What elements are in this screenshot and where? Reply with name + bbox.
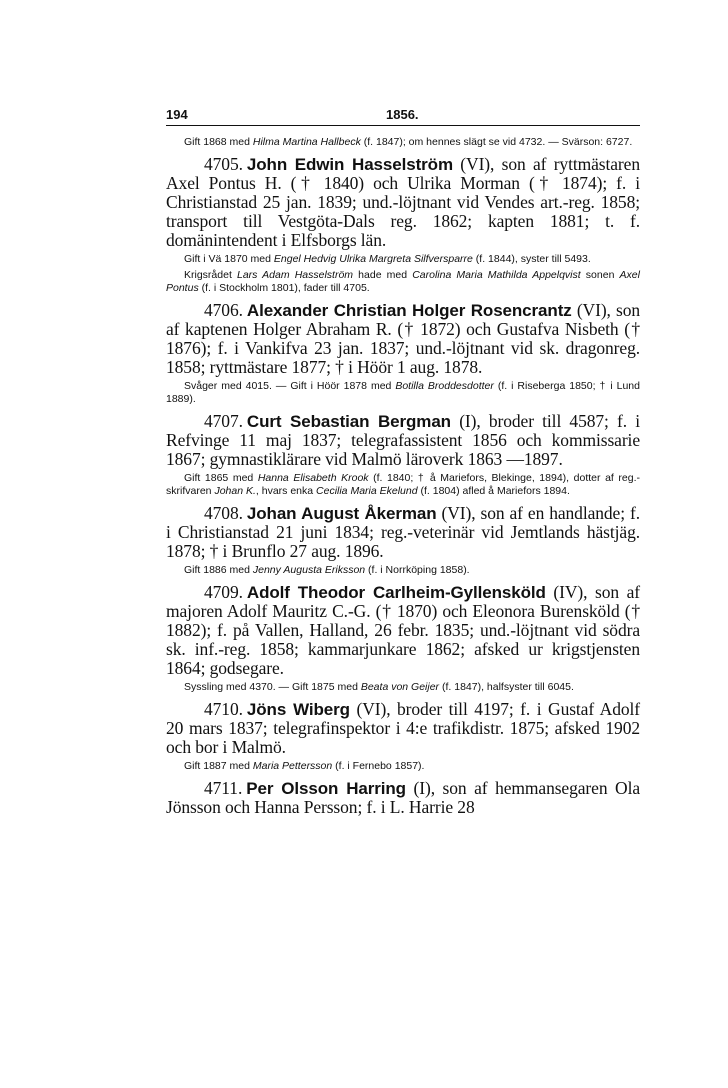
page-number: 194 — [166, 107, 188, 122]
entry-4705-note-1: Gift i Vä 1870 med Engel Hedvig Ulrika Margreta Silfversparre (f. 1844), syster till 5493. — [184, 253, 591, 265]
entry-4705: 4705. John Edwin Hasselström (VI), son af ryttmästaren Axel Pontus H. († 1840) och Ulrika Morman († 1874); f. i Christianstad 25 jan. 1839; und.-löjtnant vid Vendes art.-reg. 1858; transport till Vestgöta-Dals reg. 1862; kapten 1881; t. f. domänintendent i Elfsborgs län. — [166, 154, 640, 250]
entry-4709: 4709. Adolf Theodor Carlheim-Gyllensköld (IV), son af majoren Adolf Mauritz C.-G. († 1870) och Eleonora Burensköld († 1882); f. på Vallen, Halland, 26 febr. 1835; und.-löjtnant vid södra sk. inf.-reg. 1858; kammarjunkare 1862; afsked ur krigstjensten 1864; godsegare. — [166, 582, 640, 678]
entry-4707: 4707. Curt Sebastian Bergman (I), broder till 4587; f. i Refvinge 11 maj 1837; telegrafassistent 1856 och kommissarie 1867; gymnastiklärare vid Malmö läroverk 1863 —1897. — [166, 411, 640, 469]
entry-4709-note-1: Syssling med 4370. — Gift 1875 med Beata von Geijer (f. 1847), halfsyster till 6045. — [184, 681, 574, 693]
intro-note: Gift 1868 med Hilma Martina Hallbeck (f. 1847); om hennes slägt se vid 4732. — Svärson: 6727. — [184, 136, 633, 148]
entry-4706-note-1: Svåger med 4015. — Gift i Höör 1878 med Botilla Broddesdotter (f. i Riseberga 1850; † i Lund 1889). — [166, 380, 640, 405]
page-year-heading: 1856. — [386, 107, 419, 122]
header-rule — [166, 125, 640, 126]
entry-4706: 4706. Alexander Christian Holger Rosencrantz (VI), son af kaptenen Holger Abraham R. († 1872) och Gustafva Nisbeth († 1876); f. i Vankifva 23 jan. 1837; und.-löjtnant vid sk. dragonreg. 1858; ryttmästare 1877; † i Höör 1 aug. 1878. — [166, 300, 640, 377]
entry-4708-note-1: Gift 1886 med Jenny Augusta Eriksson (f. i Norrköping 1858). — [184, 564, 470, 576]
page-content — [166, 136, 640, 820]
entry-4705-note-2: Krigsrådet Lars Adam Hasselström hade med Carolina Maria Mathilda Appelqvist sonen Axel Pontus (f. i Stockholm 1801), fader till 4705. — [166, 269, 640, 294]
entry-4708: 4708. Johan August Åkerman (VI), son af en handlande; f. i Christianstad 21 juni 1834; reg.-veterinär vid Jemtlands hästjäg. 1878; † i Brunflo 27 aug. 1896. — [166, 503, 640, 561]
entry-4710: 4710. Jöns Wiberg (VI), broder till 4197; f. i Gustaf Adolf 20 mars 1837; telegrafinspektor i 4:e trafikdistr. 1875; afsked 1902 och bor i Malmö. — [166, 699, 640, 757]
page-header — [166, 104, 640, 126]
entry-4707-note-1: Gift 1865 med Hanna Elisabeth Krook (f. 1840; † å Mariefors, Blekinge, 1894), dotter af reg.-skrifvaren Johan K., hvars enka Cecilia Maria Ekelund (f. 1804) afled å Mariefors 1894. — [166, 472, 640, 497]
entry-4710-note-1: Gift 1887 med Maria Pettersson (f. i Fernebo 1857). — [184, 760, 425, 772]
entry-4711: 4711. Per Olsson Harring (I), son af hemmansegaren Ola Jönsson och Hanna Persson; f. i L. Harrie 28 — [166, 778, 640, 817]
